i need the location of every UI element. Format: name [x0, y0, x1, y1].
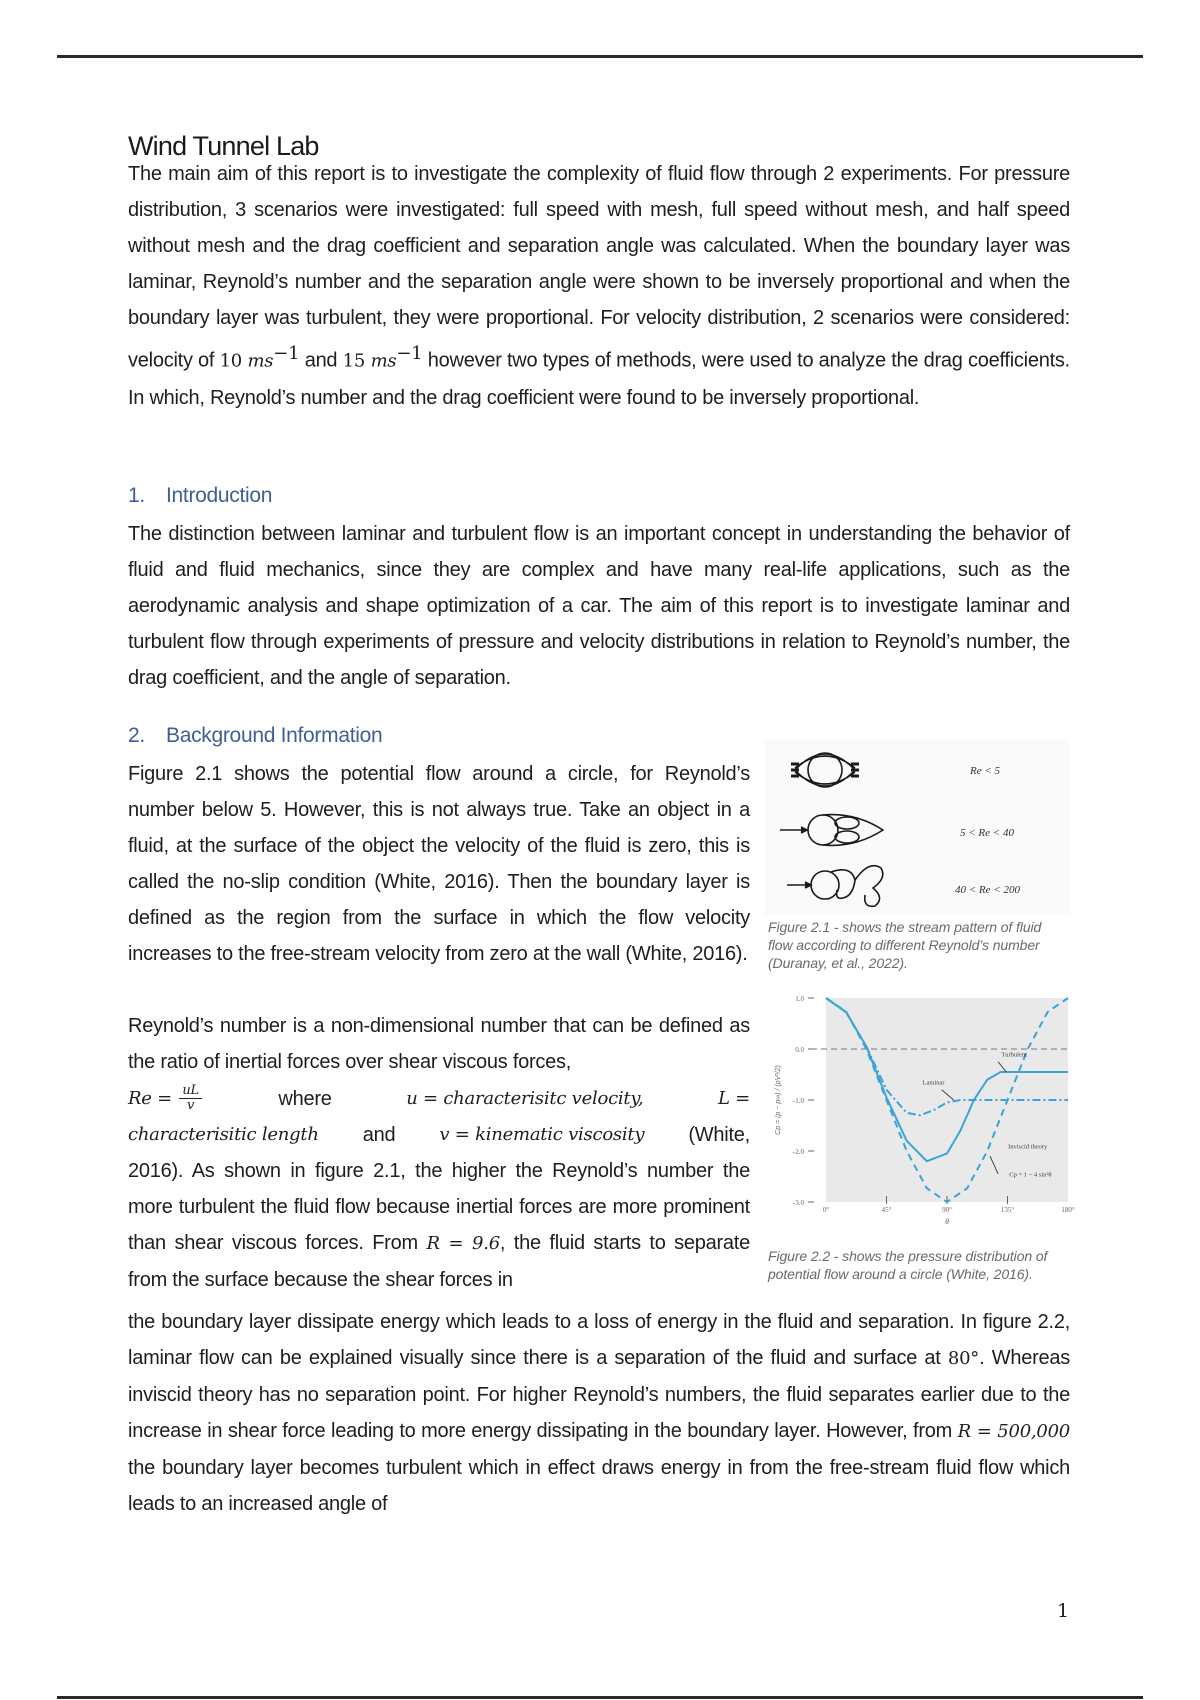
section-title: Introduction — [166, 484, 273, 507]
figure-2-2-caption: Figure 2.2 - shows the pressure distribution of potential flow around a circle (White, 2016). — [768, 1248, 1048, 1282]
flow-pattern-re-40-200 — [787, 866, 883, 907]
eq-L: L = — [717, 1087, 750, 1109]
unit-2: ms — [370, 350, 397, 372]
reynolds-value-2: R = 500,000 — [957, 1421, 1070, 1442]
background-paragraph-1: Figure 2.1 shows the potential flow around a circle, for Reynold’s number below 5. However, this is not always true. Take an object in a fluid, at the surface of the object the velocity of the fluid is zero, this is called the no-slip condition (White, 2016). Then the boundary layer is defined as the region from the surface in which the flow velocity increases to the free-stream velocity from zero at the wall (White, 2016). — [128, 763, 750, 965]
eq-re: Re = — [128, 1088, 173, 1109]
unit-1: ms — [247, 350, 274, 372]
abstract-and: and — [299, 349, 343, 372]
introduction-paragraph: The distinction between laminar and turbulent flow is an important concept in understanding the behavior of fluid and fluid mechanics, since they are complex and have many real-life applications, such as the aerodynamic analysis and shape optimization of a car. The aim of this report is to investigate laminar and turbulent flow through experiments of pressure and velocity distributions in relation to Reynold’s number, the drag coefficient, and the angle of separation. — [128, 523, 1070, 689]
y-tick-label: -2.0 — [792, 1148, 804, 1156]
section-heading-introduction — [128, 484, 272, 508]
re-definition-text: Reynold’s number is a non-dimensional number that can be defined as the ratio of inertial forces over shear viscous forces, — [128, 1015, 750, 1073]
velocity-1: 10 — [219, 350, 248, 372]
annotation-laminar: Laminar — [922, 1079, 945, 1087]
figure-2-1 — [765, 740, 1070, 915]
annotation-inviscid-theory: Inviscid theory — [1008, 1143, 1048, 1151]
reynolds-equation-line — [128, 1080, 750, 1117]
background-text-5: the boundary layer becomes turbulent which in effect draws energy in from the free-stream fluid flow which leads to an increased angle of — [128, 1457, 1070, 1515]
section-heading-background — [128, 724, 382, 748]
reynolds-value-1: R = 9.6 — [426, 1233, 500, 1254]
exponent-2: −1 — [396, 343, 423, 364]
citation: (White, — [688, 1124, 750, 1146]
x-tick-label: 0° — [822, 1206, 830, 1214]
stream-pattern-diagram — [765, 740, 1070, 915]
eq-length: characterisitic length — [128, 1124, 319, 1145]
flow-pattern-re-lt-5 — [791, 753, 859, 787]
footer-rule — [57, 1696, 1143, 1699]
background-text-2b: 2016). As shown in figure 2.1, the higher the Reynold’s number the more turbulent the fluid flow because inertial forces are more prominent than shear viscous forces. From — [128, 1160, 750, 1254]
y-tick-label: -3.0 — [792, 1199, 804, 1207]
eq-denominator: v — [187, 1098, 195, 1114]
page-number: 1 — [1057, 1600, 1070, 1622]
eq-numerator: uL — [179, 1084, 202, 1099]
reynolds-equation — [128, 1080, 204, 1117]
re-label-1: Re < 5 — [970, 765, 1001, 777]
x-tick-label: 180° — [1061, 1206, 1075, 1214]
x-axis-label: θ — [945, 1219, 949, 1226]
y-tick-label: 1.0 — [795, 995, 804, 1003]
header-rule — [57, 55, 1143, 58]
eq-u: u = characterisitc velocity, — [406, 1087, 644, 1109]
background-text-3: the boundary layer dissipate energy which leads to a loss of energy in the fluid and separation. In figure 2.2, laminar flow can be explained visually since there is a separation of the fluid and surface at — [128, 1311, 1070, 1369]
separation-angle: 80° — [947, 1348, 980, 1369]
x-tick-label: 45° — [881, 1206, 892, 1214]
annotation-turbulent: Turbulent — [1001, 1051, 1027, 1059]
abstract-text-2: however two types of methods, were used to analyze the drag coefficients. In which, Reynold’s number and the drag coefficient were found to be inversely proportional. — [128, 349, 1070, 409]
eq-and: and — [362, 1124, 396, 1146]
pressure-distribution-chart — [768, 990, 1078, 1226]
x-tick-label: 135° — [1000, 1206, 1015, 1214]
figure-2-1-caption: Figure 2.1 - shows the stream pattern of fluid flow according to different Reynold’s number (Duranay, et al., 2022). — [768, 919, 1042, 971]
velocity-2: 15 — [342, 350, 371, 372]
annotation-inviscid-equation: Cp = 1 − 4 sin²θ — [1009, 1171, 1052, 1179]
eq-v: v = kinematic viscosity — [439, 1124, 645, 1145]
section-title: Background Information — [166, 724, 383, 747]
eq-fraction — [179, 1084, 202, 1113]
re-label-3: 40 < Re < 200 — [955, 884, 1020, 896]
x-tick-label: 90° — [942, 1206, 952, 1214]
abstract-text-1: The main aim of this report is to investigate the complexity of fluid flow through 2 experiments. For pressure distribution, 3 scenarios were investigated: full speed with mesh, full speed without mesh, and half speed without mesh and the drag coefficient and separation angle was calculated. When the boundary layer was laminar, Reynold’s number and the separation angle were shown to be inversely proportional and when the boundary layer was turbulent, they were proportional. For velocity distribution, 2 scenarios were considered: velocity of — [128, 163, 1070, 372]
abstract-paragraph — [128, 156, 1070, 416]
eq-where: where — [278, 1087, 332, 1110]
section-number: 1. — [128, 484, 145, 507]
y-tick-label: -1.0 — [792, 1097, 804, 1105]
flow-pattern-re-5-40 — [780, 815, 883, 846]
exponent-1: −1 — [273, 343, 300, 364]
section-number: 2. — [128, 724, 145, 747]
background-paragraph-2 — [128, 1008, 750, 1298]
background-text-2c: , the fluid starts to separate from the surface because the shear forces in — [128, 1232, 750, 1291]
document-title: Wind Tunnel Lab — [128, 131, 319, 161]
re-label-2: 5 < Re < 40 — [960, 827, 1014, 839]
variable-definitions-line — [128, 1117, 750, 1153]
background-paragraph-3 — [128, 1304, 1070, 1522]
y-tick-label: 0.0 — [795, 1046, 804, 1054]
background-text-4: . Whereas inviscid theory has no separation point. For higher Reynold’s numbers, the fluid separates earlier due to the increase in shear force leading to more energy dissipating in the boundary layer. However, from — [128, 1347, 1070, 1442]
y-axis-label: Cp = (p − p∞) / (ρV²/2) — [775, 1065, 782, 1135]
figure-2-2 — [768, 990, 1078, 1226]
